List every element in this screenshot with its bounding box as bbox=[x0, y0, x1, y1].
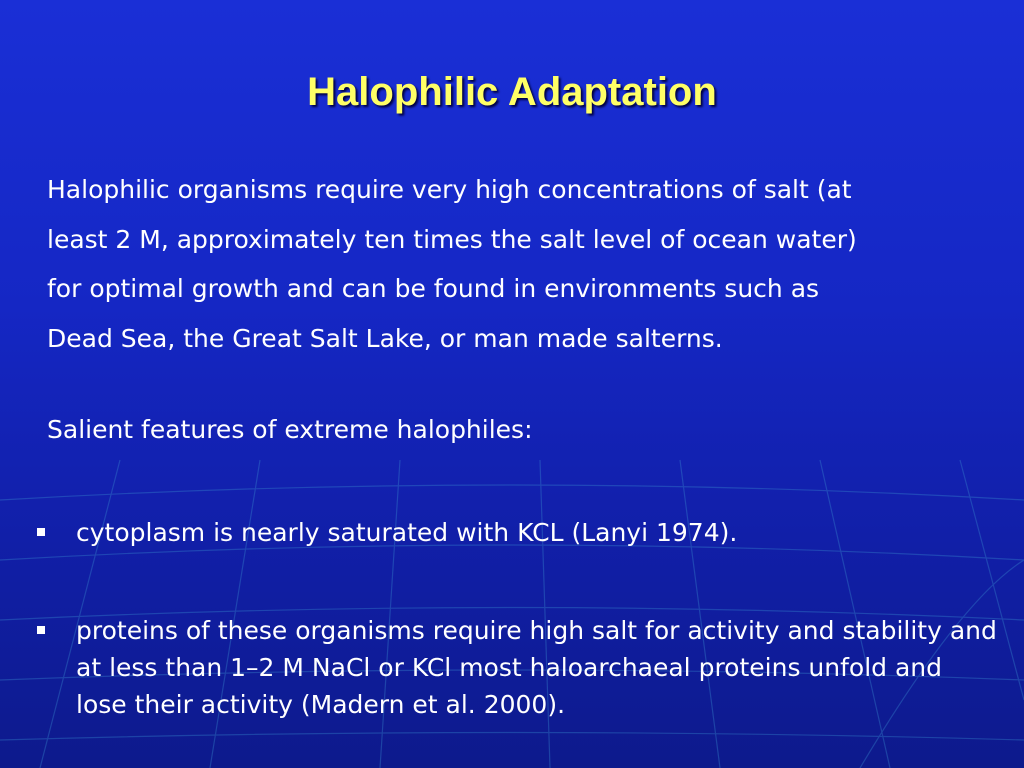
intro-line: least 2 M, approximately ten times the salt level of ocean water) bbox=[47, 224, 857, 254]
bullet-text: proteins of these organisms require high salt for activity and stability and at less than 1–2 M NaCl or KCl most haloarchaeal proteins unfold and lose their activity (Madern et al. 2000). bbox=[76, 616, 997, 719]
bullet-item-cytoplasm bbox=[37, 514, 997, 551]
bullet-text: cytoplasm is nearly saturated with KCL (Lanyi 1974). bbox=[76, 518, 738, 547]
bullet-square-icon bbox=[37, 528, 45, 536]
intro-line: for optimal growth and can be found in environments such as bbox=[47, 274, 820, 303]
bullet-item-proteins bbox=[37, 612, 997, 723]
intro-line: Dead Sea, the Great Salt Lake, or man made salterns. bbox=[47, 323, 723, 353]
intro-line: Halophilic organisms require very high concentrations of salt (at bbox=[47, 175, 852, 204]
intro-paragraph bbox=[47, 165, 997, 363]
features-heading: Salient features of extreme halophiles: bbox=[47, 415, 533, 444]
bullet-square-icon bbox=[37, 626, 45, 634]
slide-title: Halophilic Adaptation bbox=[307, 70, 717, 114]
